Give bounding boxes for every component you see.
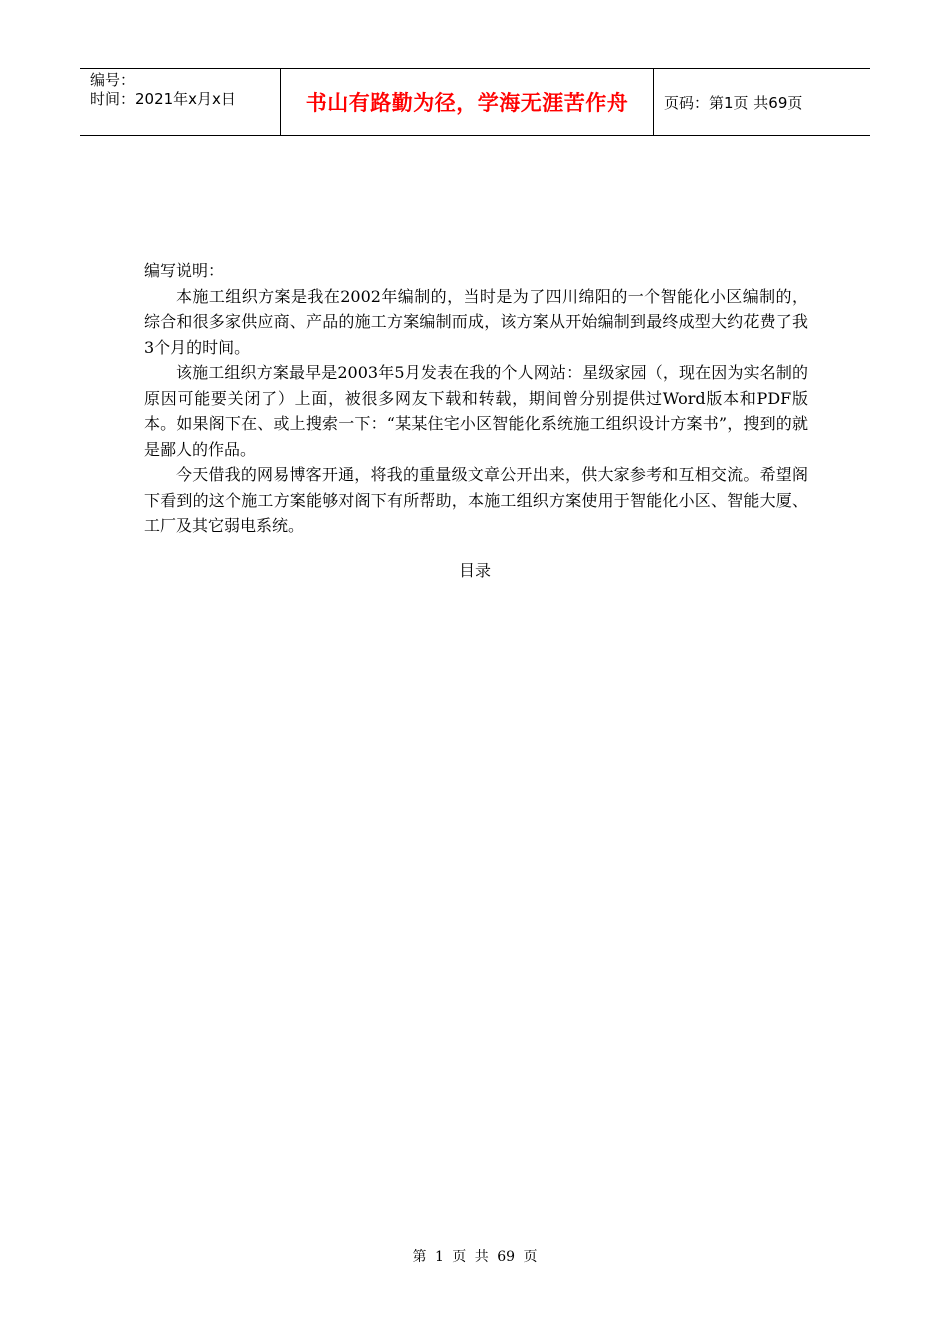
paragraph-1: 本施工组织方案是我在2002年编制的，当时是为了四川绵阳的一个智能化小区编制的，综合和很多家供应商、产品的施工方案编制而成，该方案从开始编制到最终成型大约花费了我3个月的时间。 <box>144 286 808 357</box>
paragraph-2: 该施工组织方案最早是2003年5月发表在我的个人网站：星级家园（，现在因为实名制的原因可能要关闭了）上面，被很多网友下载和转载，期间曾分别提供过Word版本和PDF版本。如果阁下在、或上搜索一下：“某某住宅小区智能化系统施工组织设计方案书”，搜到的就是鄙人的作品。 <box>144 363 808 459</box>
toc-title: 目录 <box>458 561 491 580</box>
paragraph-3: 今天借我的网易博客开通，将我的重量级文章公开出来，供大家参考和互相交流。希望阁下看到的这个施工方案能够对阁下有所帮助，本施工组织方案使用于智能化小区、智能大厦、工厂及其它弱电系统。 <box>144 465 808 535</box>
header-meta-cell <box>80 69 281 135</box>
header-page-info: 页码：第1页 共69页 <box>664 93 803 112</box>
page-header <box>80 68 870 136</box>
document-body <box>144 258 808 539</box>
document-date-label: 时间：2021年x月x日 <box>90 90 236 108</box>
header-slogan: 书山有路勤为径，学海无涯苦作舟 <box>281 69 654 135</box>
page-footer: 第 1 页 共 69 页 <box>412 1249 538 1265</box>
section-heading: 编写说明： <box>144 261 225 280</box>
document-number-label: 编号： <box>90 71 136 89</box>
